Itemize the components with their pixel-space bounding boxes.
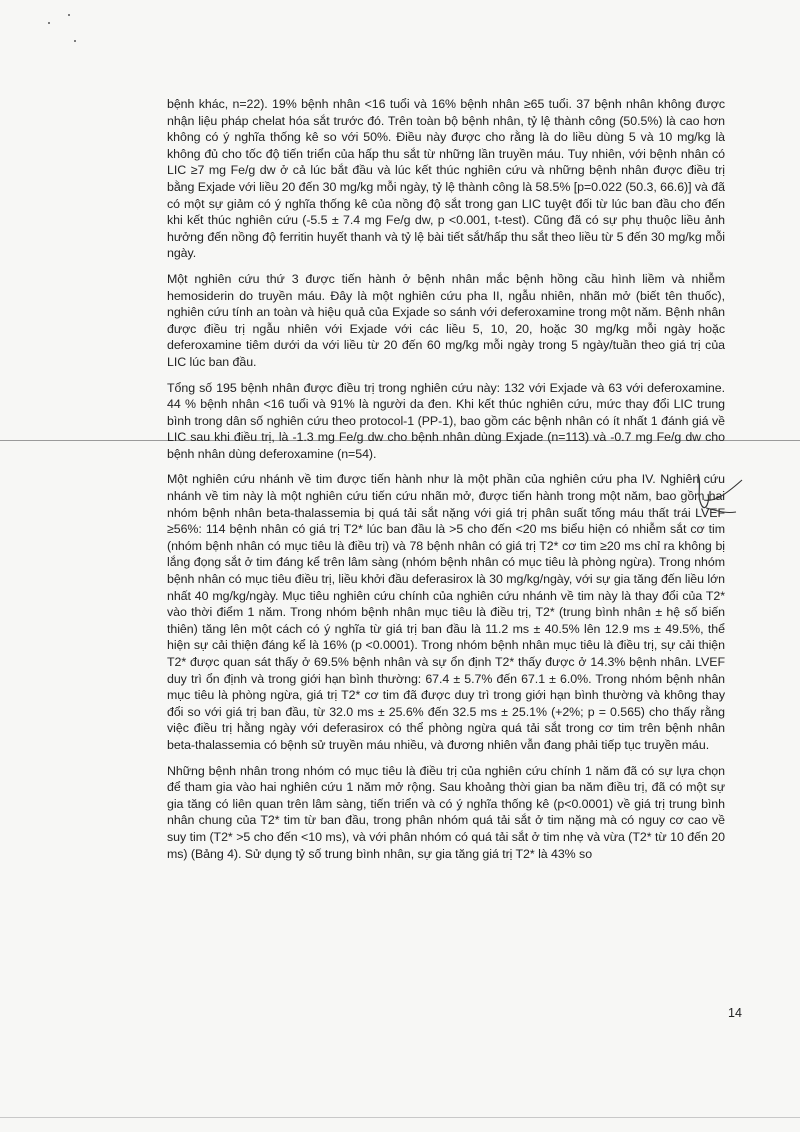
paragraph-1: bệnh khác, n=22). 19% bệnh nhân <16 tuổi và 16% bệnh nhân ≥65 tuổi. 37 bệnh nhân không được nhận liệu pháp chelat hóa sắt trước đó. Trên toàn bộ bệnh nhân, tỷ lệ thành công (50.5%) là cao hơn không có ý nghĩa thống kê so với 50%. Điều này được cho rằng là do liều dùng 5 và 10 mg/kg là không đủ cho tốc độ tiến triển của hấp thu sắt từ những lần truyền máu. Tuy nhiên, với bệnh nhân có LIC ≥7 mg Fe/g dw ở cả lúc bắt đầu và lúc kết thúc nghiên cứu và những bệnh nhân được điều trị bằng Exjade với liều 20 đến 30 mg/kg mỗi ngày, tỷ lệ thành công là 58.5% [p=0.022 (50.3, 66.6)] và đã có một sự giảm có ý nghĩa thống kê của nồng độ sắt trong gan LIC tuyệt đối từ lúc ban đầu cho đến khi kết thúc nghiên cứu (-5.5 ± 7.4 mg Fe/g dw, p <0.001, t-test). Cũng đã có sự phụ thuộc liều ảnh hưởng đến nồng độ ferritin huyết thanh và tỷ lệ bài tiết sắt/hấp thu sắt theo liều từ 5 đến 30 mg/kg mỗi ngày. xyxy=(167,97,725,261)
page-number: 14 xyxy=(728,1006,742,1020)
scan-speck xyxy=(68,14,70,16)
paragraph-5: Những bệnh nhân trong nhóm có mục tiêu là điều trị của nghiên cứu chính 1 năm đã có sự lựa chọn để tham gia vào hai nghiên cứu 1 năm mở rộng. Sau khoảng thời gian ba năm điều trị, đã có một sự gia tăng có liên quan trên lâm sàng, tiến triển và có ý nghĩa thống kê (p<0.0001) về giá trị trung bình nhân chung của T2* tim từ ban đầu, trong phân nhóm quá tải sắt ở tim nặng mà có nguy cơ cao về suy tim (T2* >5 cho đến <10 ms), và với phân nhóm có quá tải sắt ở tim nhẹ và vừa (T2* từ 10 đến 20 ms) (Bảng 4). Sử dụng tỷ số trung bình nhân, sự gia tăng giá trị T2* là 43% so xyxy=(167,763,725,861)
paragraph-2: Một nghiên cứu thứ 3 được tiến hành ở bệnh nhân mắc bệnh hồng cầu hình liềm và nhiễm hemosiderin do truyền máu. Đây là một nghiên cứu pha II, ngẫu nhiên, nhãn mở (biết tên thuốc), nghiên cứu tính an toàn và hiệu quả của Exjade so sánh với deferoxamine trong một năm. Bệnh nhân được điều trị ngẫu nhiên với Exjade với các liều 5, 10, 20, hoặc 30 mg/kg mỗi ngày hoặc deferoxamine tiêm dưới da với liều từ 20 đến 60 mg/kg mỗi ngày trong 5 ngày/tuần theo giá trị của LIC lúc ban đầu. xyxy=(167,271,725,369)
page-bottom-edge xyxy=(0,1117,800,1118)
body-text xyxy=(167,96,725,871)
scan-speck xyxy=(48,22,50,24)
paragraph-3: Tổng số 195 bệnh nhân được điều trị trong nghiên cứu này: 132 với Exjade và 63 với deferoxamine. 44 % bệnh nhân <16 tuổi và 91% là người da đen. Khi kết thúc nghiên cứu, mức thay đổi LIC trung bình trong dân số nghiên cứu theo protocol-1 (PP-1), bao gồm các bệnh nhân có ít nhất 1 đánh giá về LIC sau khi điều trị, là -1.3 mg Fe/g dw cho bệnh nhân dùng Exjade (n=113) và -0.7 mg Fe/g dw cho bệnh nhân dùng deferoxamine (n=54). xyxy=(167,380,725,461)
handwritten-margin-mark xyxy=(690,470,750,530)
scan-speck xyxy=(74,40,76,42)
paragraph-4: Một nghiên cứu nhánh về tim được tiến hành như là một phần của nghiên cứu pha IV. Nghiên cứu nhánh về tim này là một nghiên cứu tiến cứu nhãn mở, được tiến hành trong một năm, bao gồm hai nhóm bệnh nhân beta-thalassemia bị quá tải sắt nặng với giá trị phân suất tống máu thất trái LVEF ≥56%: 114 bệnh nhân có giá trị T2* lúc ban đầu là >5 cho đến <20 ms biểu hiện có nhiễm sắt cơ tim (nhóm bệnh nhân có mục tiêu là điều trị) và 78 bệnh nhân có giá trị T2* cơ tim ≥20 ms chỉ ra không bị lắng đọng sắt ở tim đáng kể trên lâm sàng (nhóm bệnh nhân có mục tiêu là phòng ngừa). Trong nhóm bệnh nhân có mục tiêu điều trị, liều khởi đầu deferasirox là 30 mg/kg/ngày, với sự gia tăng đến liều lớn nhất 40 mg/kg/ngày. Mục tiêu nghiên cứu chính của nghiên cứu nhánh về tim này là thay đổi của T2* vào thời điểm 1 năm. Trong nhóm bệnh nhân mục tiêu là điều trị, T2* (trung bình nhân ± hệ số biến thiên) tăng lên một cách có ý nghĩa từ giá trị ban đầu là 11.2 ms ± 40.5% lên 12.9 ms ± 49.5%, thể hiện sự cải thiện đáng kể là 16% (p <0.0001). Trong nhóm bệnh nhân mục tiêu là điều trị, sự cải thiện T2* được quan sát thấy ở 69.5% bệnh nhân và sự ổn định T2* thấy được ở 14.3% bệnh nhân. LVEF duy trì ổn định và trong giới hạn bình thường: 67.4 ± 5.7% đến 67.1 ± 6.0%. Trong nhóm bệnh nhân mục tiêu là phòng ngừa, giá trị T2* cơ tim đã được duy trì trong giới hạn bình thường và không thay đổi so với giá trị ban đầu, từ 32.0 ms ± 25.6% đến 32.5 ms ± 25.1% (+2%; p = 0.565) cho thấy rằng việc điều trị hằng ngày với deferasirox có thể phòng ngừa quá tải sắt trong cơ tim trên bệnh nhân beta-thalassemia có bệnh sử truyền máu nhiều, và đương nhiên vẫn đang phải tiếp tục truyền máu. xyxy=(167,472,725,752)
